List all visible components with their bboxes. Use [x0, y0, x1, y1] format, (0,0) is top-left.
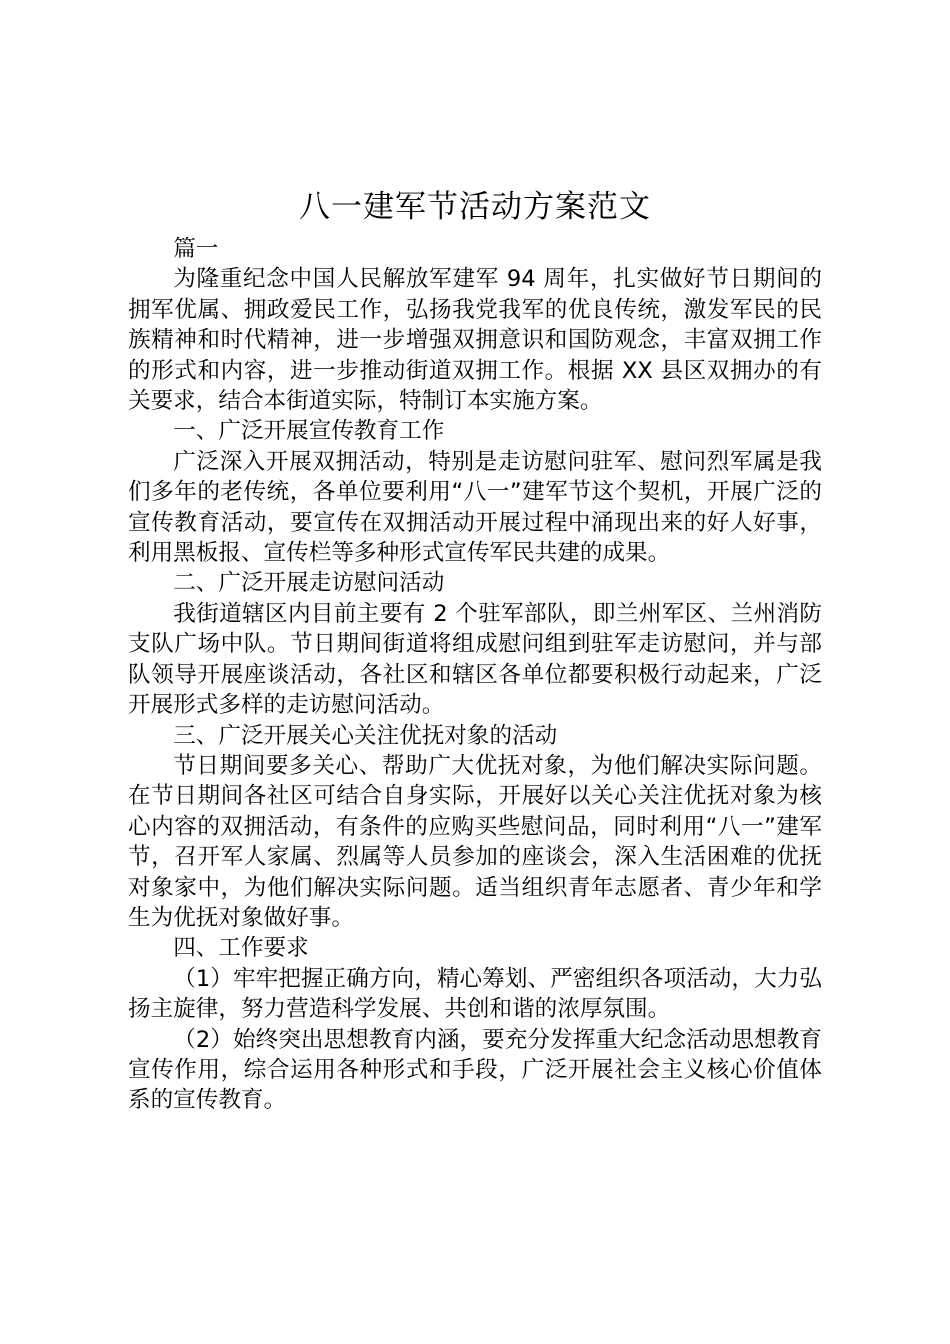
paragraph-visits-condolence: 我街道辖区内目前主要有 2 个驻军部队，即兰州军区、兰州消防支队广场中队。节日期间街道将组成慰问组到驻军走访慰问，并与部队领导开展座谈活动，各社区和辖区各单位都要积极行动起来，广泛开展形式多样的走访慰问活动。: [128, 600, 822, 719]
document-title: 八一建军节活动方案范文: [299, 189, 651, 225]
requirement-item-1: （1）牢牢把握正确方向，精心筹划、严密组织各项活动，大力弘扬主旋律，努力营造科学发展、共创和谐的浓厚氛围。: [128, 965, 822, 1023]
paragraph-publicity-education: 广泛深入开展双拥活动，特别是走访慰问驻军、慰问烈军属是我们多年的老传统，各单位要利用“八一”建军节这个契机，开展广泛的宣传教育活动，要宣传在双拥活动开展过程中涌现出来的好人好事，利用黑板报、宣传栏等多种形式宣传军民共建的成果。: [128, 448, 822, 567]
heading-visits-condolence: 二、广泛开展走访慰问活动: [173, 570, 445, 597]
heading-care-for-beneficiaries: 三、广泛开展关心关注优抚对象的活动: [173, 722, 558, 749]
heading-publicity-education: 一、广泛开展宣传教育工作: [173, 418, 445, 445]
requirement-item-2: （2）始终突出思想教育内涵，要充分发挥重大纪念活动思想教育宣传作用，综合运用各种形式和手段，广泛开展社会主义核心价值体系的宣传教育。: [128, 1026, 822, 1114]
paragraph-care-for-beneficiaries: 节日期间要多关心、帮助广大优抚对象，为他们解决实际问题。在节日期间各社区可结合自身实际，开展好以关心关注优抚对象为核心内容的双拥活动，有条件的应购买些慰问品，同时利用“八一”建军节，召开军人家属、烈属等人员参加的座谈会，深入生活困难的优抚对象家中，为他们解决实际问题。适当组织青年志愿者、青少年和学生为优抚对象做好事。: [128, 752, 822, 931]
intro-paragraph: 为隆重纪念中国人民解放军建军 94 周年，扎实做好节日期间的拥军优属、拥政爱民工作，弘扬我党我军的优良传统，激发军民的民族精神和时代精神，进一步增强双拥意识和国防观念，丰富双拥工作的形式和内容，进一步推动街道双拥工作。根据 XX 县区双拥办的有关要求，结合本街道实际，特制订本实施方案。: [128, 266, 822, 415]
section-label-part-one: 篇一: [173, 236, 219, 262]
document-page: [128, 182, 822, 1116]
heading-work-requirements: 四、工作要求: [173, 935, 309, 962]
